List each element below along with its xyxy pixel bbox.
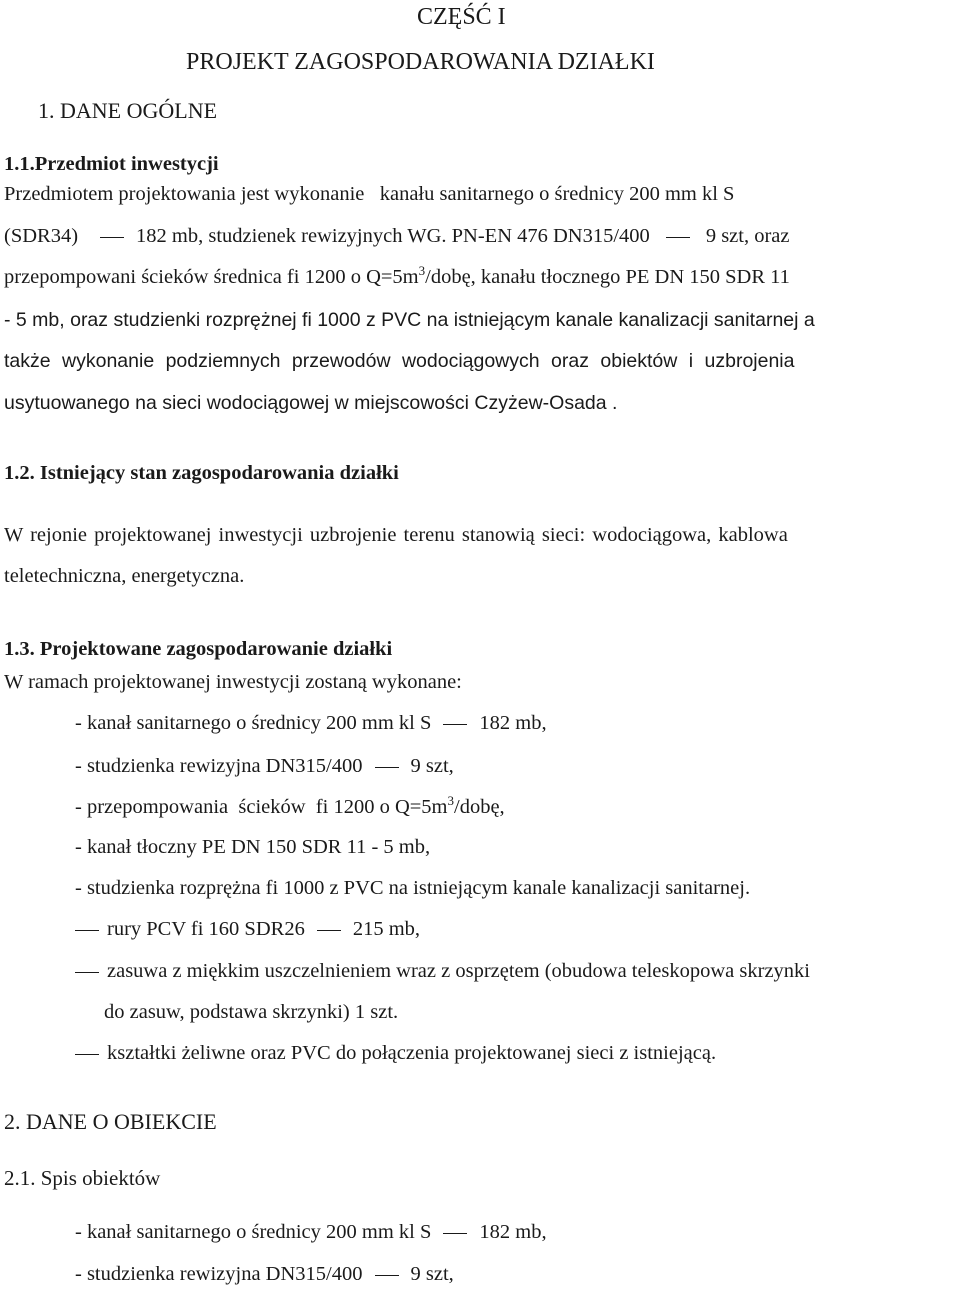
list-item: zasuwa z miękkim uszczelnieniem wraz z osprzętem (obudowa teleskopowa skrzynki — [75, 960, 810, 983]
section-1-heading: 1. DANE OGÓLNE — [38, 98, 218, 123]
list-item: - kanał tłoczny PE DN 150 SDR 11 - 5 mb, — [75, 836, 431, 858]
list-item: - kanał sanitarnego o średnicy 200 mm kl S 182 mb, — [75, 1221, 547, 1243]
paragraph-line: (SDR34) 182 mb, studzienek rewizyjnych WG. PN-EN 476 DN315/400 9 szt, oraz — [4, 225, 790, 247]
section-1-1-heading: 1.1.Przedmiot inwestycji — [4, 153, 219, 175]
list-item: - przepompowania ścieków fi 1200 o $Q=5m^3$/dobę, — [75, 793, 505, 818]
part-title: CZĘŚĆ I — [417, 4, 506, 30]
paragraph-line: teletechniczna, energetyczna. — [4, 565, 245, 587]
list-item: - studzienka rewizyjna DN315/400 9 szt, — [75, 1263, 454, 1285]
list-item: - studzienka rozprężna fi 1000 z PVC na istniejącym kanale kanalizacji sanitarnej. — [75, 877, 751, 899]
paragraph-line: Przedmiotem projektowania jest wykonanie kanału sanitarnego o średnicy 200 mm kl S — [4, 183, 735, 205]
list-item-continuation: do zasuw, podstawa skrzynki) 1 szt. — [104, 1001, 399, 1023]
section-1-3-heading: 1.3. Projektowane zagospodarowanie działki — [4, 638, 393, 660]
paragraph-line: - 5 mb, oraz studzienki rozprężnej fi 1000 z PVC na istniejącym kanale kanalizacji sanitarnej a — [4, 309, 815, 331]
paragraph-line: W rejonie projektowanej inwestycji uzbrojenie terenu stanowią sieci: wodociągowa, kablowa — [4, 524, 788, 546]
section-2-heading: 2. DANE O OBIEKCIE — [4, 1109, 217, 1134]
section-1-2-heading: 1.2. Istniejący stan zagospodarowania działki — [4, 462, 399, 484]
paragraph-line: W ramach projektowanej inwestycji zostaną wykonane: — [4, 671, 462, 693]
list-item: kształtki żeliwne oraz PVC do połączenia projektowanej sieci z istniejącą. — [75, 1042, 716, 1065]
list-item: - kanał sanitarnego o średnicy 200 mm kl S 182 mb, — [75, 712, 547, 734]
list-item: - studzienka rewizyjna DN315/400 9 szt, — [75, 755, 454, 777]
section-2-1-heading: 2.1. Spis obiektów — [4, 1166, 161, 1190]
document-title: PROJEKT ZAGOSPODAROWANIA DZIAŁKI — [186, 49, 655, 75]
paragraph-line: usytuowanego na sieci wodociągowej w miejscowości Czyżew-Osada . — [4, 392, 618, 414]
paragraph-line: przepompowani ścieków średnica fi 1200 o $Q=5m^3$/dobę, kanału tłocznego PE DN 150 SDR 11 — [4, 263, 790, 288]
list-item: rury PCV fi 160 SDR26 215 mb, — [75, 918, 420, 941]
paragraph-line: także wykonanie podziemnych przewodów wodociągowych oraz obiektów i uzbrojenia — [4, 350, 795, 372]
